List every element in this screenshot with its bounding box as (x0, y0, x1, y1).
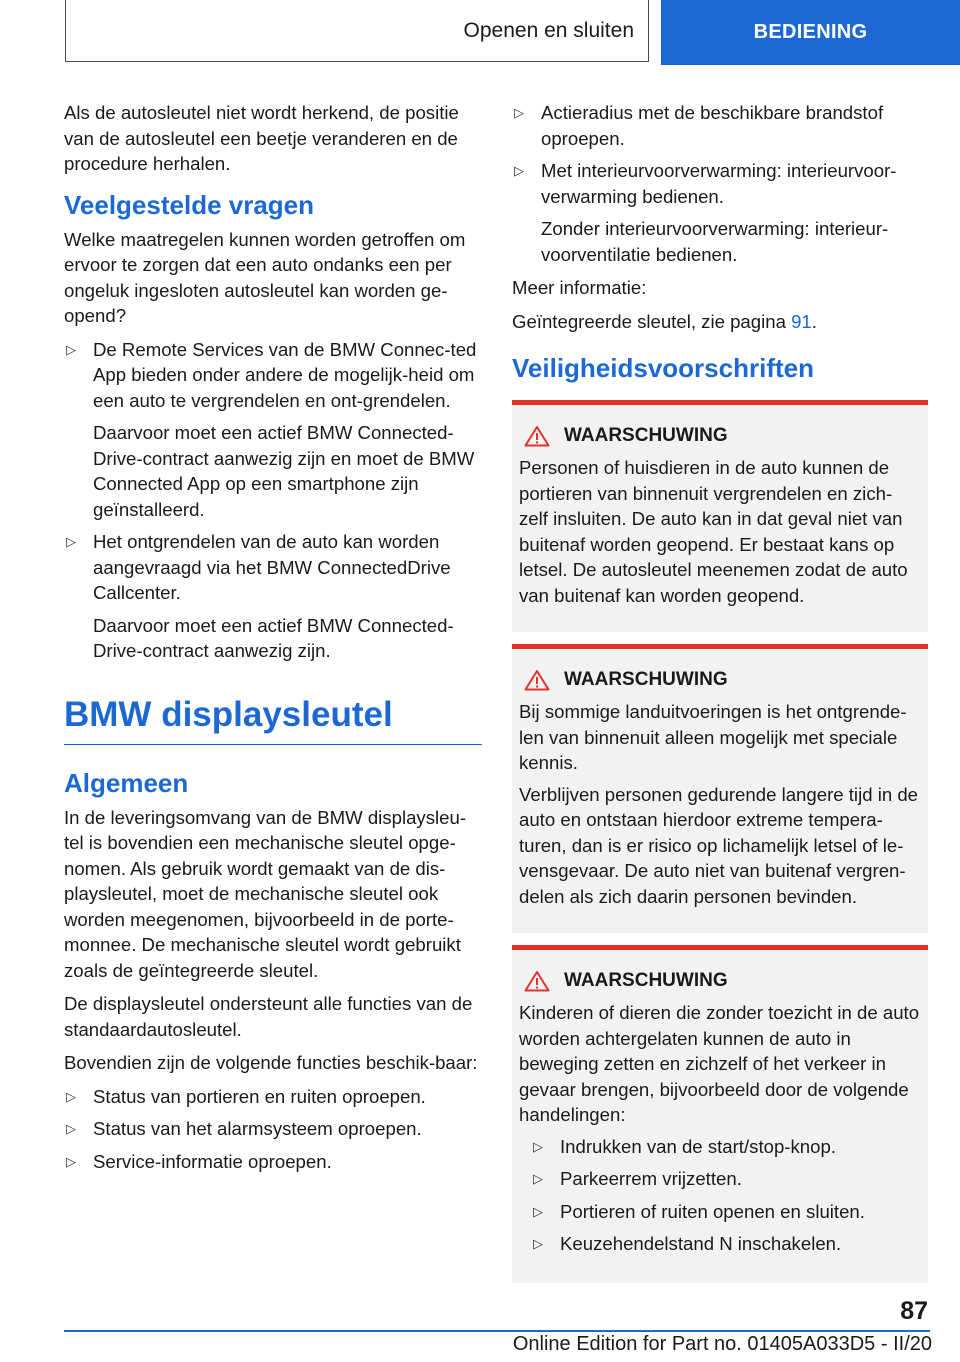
warning-title-text: WAARSCHUWING (564, 425, 728, 446)
warning-paragraph: Bij sommige landuitvoeringen is het ontgrende-len van binnenuit alleen mogelijk met speciale kennis. (519, 701, 907, 773)
triangle-right-outline-icon: ▷ (514, 163, 524, 178)
footer-edition: Online Edition for Part no. 01405A033D5 - II/20 (512, 1333, 932, 1355)
header-chapter-label: BEDIENING (753, 21, 868, 43)
functions-list-continued (512, 100, 928, 267)
warning-title (524, 970, 920, 992)
list-item (531, 1199, 920, 1225)
list-item (531, 1231, 920, 1257)
list-item (512, 158, 928, 267)
list-item (64, 1084, 482, 1110)
list-item-text: Keuzehendelstand N inschakelen. (560, 1233, 842, 1254)
list-item (512, 100, 928, 151)
list-item-text: Actieradius met de beschikbare brandstof oproepen. (541, 102, 884, 149)
list-item-text: Portieren of ruiten openen en sluiten. (560, 1200, 865, 1222)
safety-heading: Veiligheidsvoorschriften (512, 353, 814, 383)
more-info-label: Meer informatie: (512, 277, 647, 298)
list-item (531, 1166, 920, 1192)
general-paragraph-3: Bovendien zijn de volgende functies beschik-baar: (64, 1052, 478, 1073)
cross-reference (512, 309, 928, 335)
triangle-right-outline-icon: ▷ (66, 1121, 76, 1136)
general-heading: Algemeen (64, 767, 189, 798)
triangle-right-outline-icon: ▷ (66, 1153, 76, 1169)
intro-paragraph: Als de autosleutel niet wordt herkend, de positie van de autosleutel een beetje veranderen en de procedure herhalen. (64, 102, 459, 174)
warning-paragraph: Kinderen of dieren die zonder toezicht in de auto worden achtergelaten kunnen de auto in beweging zetten en zichzelf of het verkeer in gevaar brengen, bijvoorbeeld door de volgende handelingen: (519, 1002, 920, 1125)
cross-reference-end: . (811, 310, 817, 332)
general-paragraph-1: In de leveringsomvang van de BMW displaysleu-tel is bovendien een mechanische sleutel opge-nomen. Als gebruik wordt gemaakt van de dis-playsleutel, moet de mechanische sleutel ook worden meegenomen, bijvoorbeeld in de porte-monnee. De mechanische sleutel wordt gebruikt zoals de geïntegreerde sleutel. (64, 806, 467, 981)
list-item-text: Met interieurvoorverwarming: interieurvoor-verwarming bedienen. (541, 160, 897, 207)
list-item-text: Het ontgrendelen van de auto kan worden aangevraagd via het BMW ConnectedDrive Callcenter. (93, 531, 451, 603)
header-chapter-tab (661, 0, 960, 65)
warning-list (519, 1134, 920, 1257)
page-number: 87 (900, 1297, 928, 1325)
warning-paragraph: Personen of huisdieren in de auto kunnen de portieren van binnenuit vergrendelen en zich-zelf insluiten. De auto kan in dat geval niet van buitenaf worden geopend. Er bestaat kans op letsel. De autosleutel meenemen zodat de auto van buitenaf kan worden geopend. (519, 457, 908, 606)
warning-paragraph: Verblijven personen gedurende langere tijd in de auto en ontstaan hierdoor extreme tempera-turen, dan is er risico op lichamelijk letsel of le-vensgevaar. De auto niet van buitenaf vergren-delen als zich daarin personen bevinden. (519, 783, 919, 907)
warning-box-3 (512, 945, 928, 1283)
list-item (64, 337, 482, 523)
triangle-right-outline-icon: ▷ (514, 105, 524, 120)
page-reference-link[interactable]: 91 (791, 310, 812, 332)
triangle-right-outline-icon: ▷ (533, 1236, 543, 1251)
faq-question: Welke maatregelen kunnen worden getroffen om ervoor te zorgen dat een auto ondanks een per ongeluk ingesloten autosleutel kan worden ge-opend? (64, 228, 466, 326)
right-column (512, 100, 928, 1295)
warning-title-text: WAARSCHUWING (564, 970, 728, 991)
list-item-subtext: Daarvoor moet een actief BMW Connected-Drive-contract aanwezig zijn. (93, 614, 454, 661)
warning-triangle-icon (524, 669, 550, 691)
warning-triangle-icon (524, 425, 550, 447)
list-item (64, 529, 482, 664)
cross-reference-text: Geïntegreerde sleutel, zie pagina (512, 310, 792, 332)
left-column (64, 100, 482, 1182)
list-item (531, 1134, 920, 1160)
list-item-subtext: Daarvoor moet een actief BMW Connected-Drive-contract aanwezig zijn en moet de BMW Connected App op een smartphone zijn geïnstalleerd. (93, 422, 475, 520)
warning-triangle-icon (524, 970, 550, 992)
header-section-title: Openen en sluiten (463, 18, 634, 42)
list-item-subtext: Zonder interieurvoorverwarming: interieur-voorventilatie bedienen. (541, 218, 889, 265)
triangle-right-outline-icon: ▷ (533, 1138, 543, 1154)
triangle-right-outline-icon: ▷ (66, 1088, 76, 1104)
warning-title (524, 425, 920, 447)
warning-box-1 (512, 400, 928, 632)
general-paragraph-2: De displaysleutel ondersteunt alle functies van de standaardautosleutel. (64, 993, 473, 1040)
functions-list (64, 1084, 482, 1175)
list-item-text: Status van portieren en ruiten oproepen. (93, 1085, 426, 1107)
triangle-right-outline-icon: ▷ (66, 341, 76, 357)
triangle-right-outline-icon: ▷ (533, 1171, 543, 1186)
warning-title (524, 669, 920, 691)
list-item-text: Parkeerrem vrijzetten. (560, 1168, 742, 1189)
list-item (64, 1149, 482, 1175)
list-item-text: Service-informatie oproepen. (93, 1150, 332, 1172)
footer-divider (64, 1330, 930, 1332)
list-item-text: Status van het alarmsysteem oproepen. (93, 1118, 422, 1139)
warning-box-2 (512, 644, 928, 933)
list-item-text: Indrukken van de start/stop-knop. (560, 1135, 836, 1157)
triangle-right-outline-icon: ▷ (533, 1203, 543, 1219)
main-heading: BMW displaysleutel (64, 692, 482, 745)
faq-list (64, 337, 482, 664)
warning-title-text: WAARSCHUWING (564, 669, 728, 690)
faq-heading: Veelgestelde vragen (64, 189, 315, 220)
list-item (64, 1116, 482, 1142)
header-section-box (65, 0, 649, 62)
list-item-text: De Remote Services van de BMW Connec-ted App bieden onder andere de mogelijk-heid om een auto te vergrendelen en ont-grendelen. (93, 338, 477, 411)
triangle-right-outline-icon: ▷ (66, 534, 76, 549)
